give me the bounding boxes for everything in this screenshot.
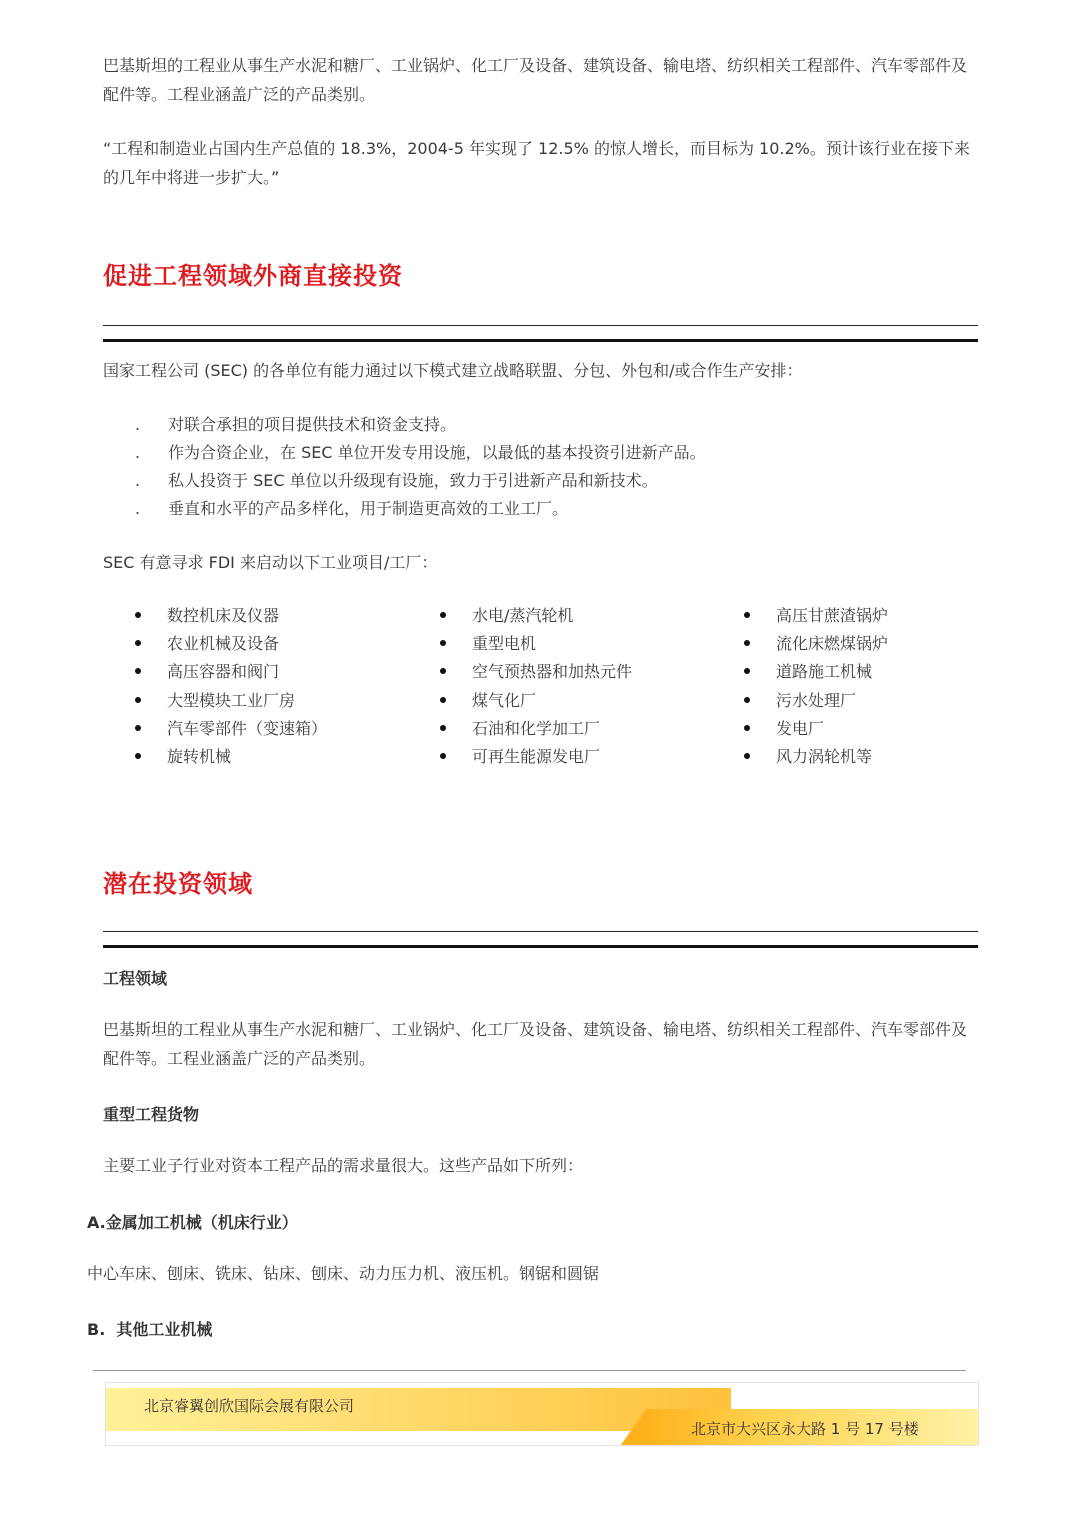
heavy-goods-paragraph: 主要工业子行业对资本工程产品的需求量很大。这些产品如下所列： [103,1156,584,1175]
list-item: 水电/蒸汽轮机 [440,606,573,626]
bullet-icon [135,725,141,731]
list-item: 煤气化厂 [440,691,536,711]
bullet-icon [744,697,750,703]
subheading-heavy-goods: 重型工程货物 [103,1105,200,1124]
list-item: 汽车零部件（变速箱） [135,719,327,739]
list-item-text: 私人投资于 SEC 单位以升级现有设施，致力于引进新产品和新技术。 [168,471,658,490]
list-item: 石油和化学加工厂 [440,719,600,739]
list-item-text: 对联合承担的项目提供技术和资金支持。 [168,415,457,434]
list-marker: . [135,499,141,518]
bullet-icon [440,725,446,731]
footer-company: 北京睿翼创欣国际会展有限公司 [144,1397,355,1415]
bullet-icon [135,640,141,646]
list-marker: . [135,471,141,490]
engineering-paragraph: 巴基斯坦的工程业从事生产水泥和糖厂、工业锅炉、化工厂及设备、建筑设备、输电塔、纺织相关工程部件、汽车零部件及配件等。工程业涵盖广泛的产品类别。 [103,1020,968,1068]
list-item: 污水处理厂 [744,691,856,711]
list-item: 旋转机械 [135,747,231,767]
paragraph-a: 中心车床、刨床、铣床、钻床、刨床、动力压力机、液压机。钢锯和圆锯 [87,1264,600,1283]
bullet-icon [440,753,446,759]
footer-divider [93,1370,966,1371]
section-title-fdi: 促进工程领域外商直接投资 [103,262,403,290]
list-item: 大型模块工业厂房 [135,691,295,711]
list-item-text: 垂直和水平的产品多样化，用于制造更高效的工业工厂。 [168,499,569,518]
bullet-icon [440,640,446,646]
bullet-icon [440,668,446,674]
bullet-icon [744,753,750,759]
intro-paragraph-1: 巴基斯坦的工程业从事生产水泥和糖厂、工业锅炉、化工厂及设备、建筑设备、输电塔、纺织相关工程部件、汽车零部件及配件等。工程业涵盖广泛的产品类别。 [103,56,968,104]
divider-thin [103,325,978,326]
footer-address: 北京市大兴区永大路 1 号 17 号楼 [691,1420,919,1438]
sec-modes-lead: 国家工程公司 (SEC) 的各单位有能力通过以下模式建立战略联盟、分包、外包和/或合作生产安排： [103,361,803,380]
subheading-a: A.金属加工机械（机床行业） [87,1213,298,1232]
list-marker: . [135,443,141,462]
subheading-b: B. 其他工业机械 [87,1320,213,1339]
bullet-icon [135,668,141,674]
list-item: 可再生能源发电厂 [440,747,600,767]
intro-paragraph-2: “工程和制造业占国内生产总值的 18.3%，2004-5 年实现了 12.5% 的惊人增长，而目标为 10.2%。预计该行业在接下来的几年中将进一步扩大。” [103,139,970,187]
divider-thick [103,339,978,342]
bullet-icon [440,612,446,618]
list-item: 数控机床及仪器 [135,606,279,626]
list-item: 流化床燃煤锅炉 [744,634,888,654]
list-item: 发电厂 [744,719,824,739]
bullet-icon [744,612,750,618]
list-item: 风力涡轮机等 [744,747,872,767]
bullet-icon [744,725,750,731]
fdi-projects-lead: SEC 有意寻求 FDI 来启动以下工业项目/工厂： [103,553,438,572]
subheading-engineering: 工程领域 [103,969,168,988]
bullet-icon [440,697,446,703]
bullet-icon [135,612,141,618]
list-item-text: 作为合资企业，在 SEC 单位开发专用设施，以最低的基本投资引进新产品。 [168,443,706,462]
list-item: 高压容器和阀门 [135,662,279,682]
footer-band-bottom-tip [621,1409,646,1445]
list-item: 重型电机 [440,634,536,654]
list-item: 农业机械及设备 [135,634,279,654]
section-title-potential: 潜在投资领域 [103,870,253,898]
footer-banner [105,1382,979,1446]
bullet-icon [135,753,141,759]
list-item: 高压甘蔗渣锅炉 [744,606,888,626]
bullet-icon [744,640,750,646]
bullet-icon [135,697,141,703]
list-item: 空气预热器和加热元件 [440,662,632,682]
bullet-icon [744,668,750,674]
list-item: 道路施工机械 [744,662,872,682]
divider-thick [103,945,978,948]
divider-thin [103,931,978,932]
list-marker: . [135,415,141,434]
